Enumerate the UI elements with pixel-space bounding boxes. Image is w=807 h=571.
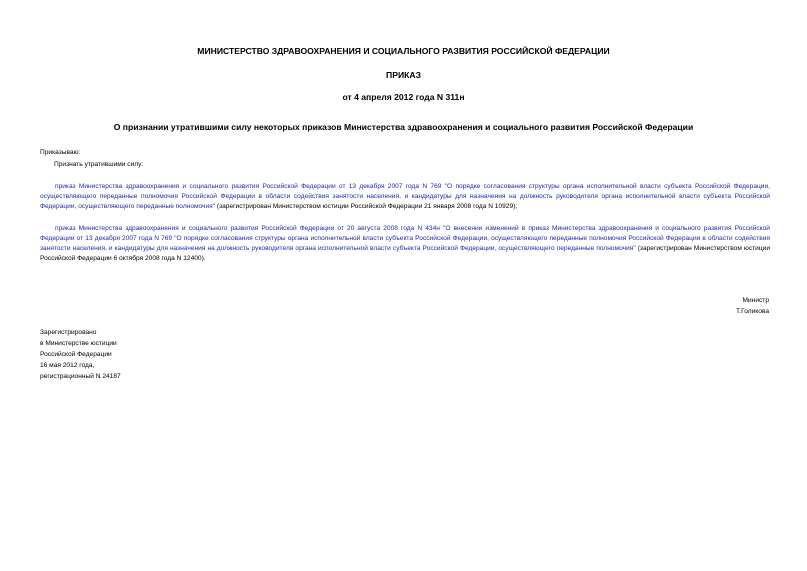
registration-line: Российской Федерации <box>40 351 112 358</box>
ministry-heading: МИНИСТЕРСТВО ЗДРАВООХРАНЕНИЯ И СОЦИАЛЬНОГО РАЗВИТИЯ РОССИЙСКОЙ ФЕДЕРАЦИИ <box>197 46 610 56</box>
declaration-text: Признать утратившими силу: <box>54 161 144 168</box>
preamble-text: Приказываю: <box>40 149 81 156</box>
order-link-434n[interactable]: приказ Министерства здравоохранения и социального развития Российской Федерации от 20 августа 2008 года N 434н "О внесении изменений в приказ Министерства здравоохранения и социального развития Российской Федерации от 13 декабря 2007 года N 769 "О порядке согласования структуры органа исполнительной власти субъекта Российской Федерации, осуществляющего переданные полномочия Российской Федерации в области содействия занятости населения, и кандидатуры для назначения на должность руководителя органа исполнительной власти субъекта Российской Федерации, осуществляющего переданные полномочия" <box>40 225 770 252</box>
signer-name: Т.Голикова <box>735 308 769 315</box>
registration-line: Зарегистрировано <box>40 329 97 336</box>
registration-note: (зарегистрирован Министерством юстиции Российской Федерации 6 октября 2008 года N 12400). <box>40 245 771 262</box>
order-type-heading: ПРИКАЗ <box>386 70 421 80</box>
revoked-order-item <box>40 224 770 264</box>
registration-line: в Министерстве юстиции <box>40 340 117 347</box>
revoked-order-item <box>40 182 770 212</box>
order-link-769[interactable]: приказ Министерства здравоохранения и социального развития Российской Федерации от 13 декабря 2007 года N 769 "О порядке согласования структуры органа исполнительной власти субъекта Российской Федерации, осуществляющего переданные полномочия Российской Федерации в области содействия занятости населения, и кандидатуры для назначения на должность руководителя органа исполнительной власти субъекта Российской Федерации, осуществляющего переданные полномочия" <box>40 183 770 210</box>
order-date-number: от 4 апреля 2012 года N 311н <box>342 92 465 102</box>
signer-role: Министр <box>742 297 769 304</box>
registration-line: 16 мая 2012 года, <box>40 362 95 369</box>
registration-note: (зарегистрирован Министерством юстиции Российской Федерации 21 января 2008 года N 10929); <box>215 203 518 210</box>
document-title: О признании утратившими силу некоторых приказов Министерства здравоохранения и социального развития Российской Федерации <box>113 122 694 132</box>
registration-line: регистрационный N 24187 <box>40 373 121 380</box>
